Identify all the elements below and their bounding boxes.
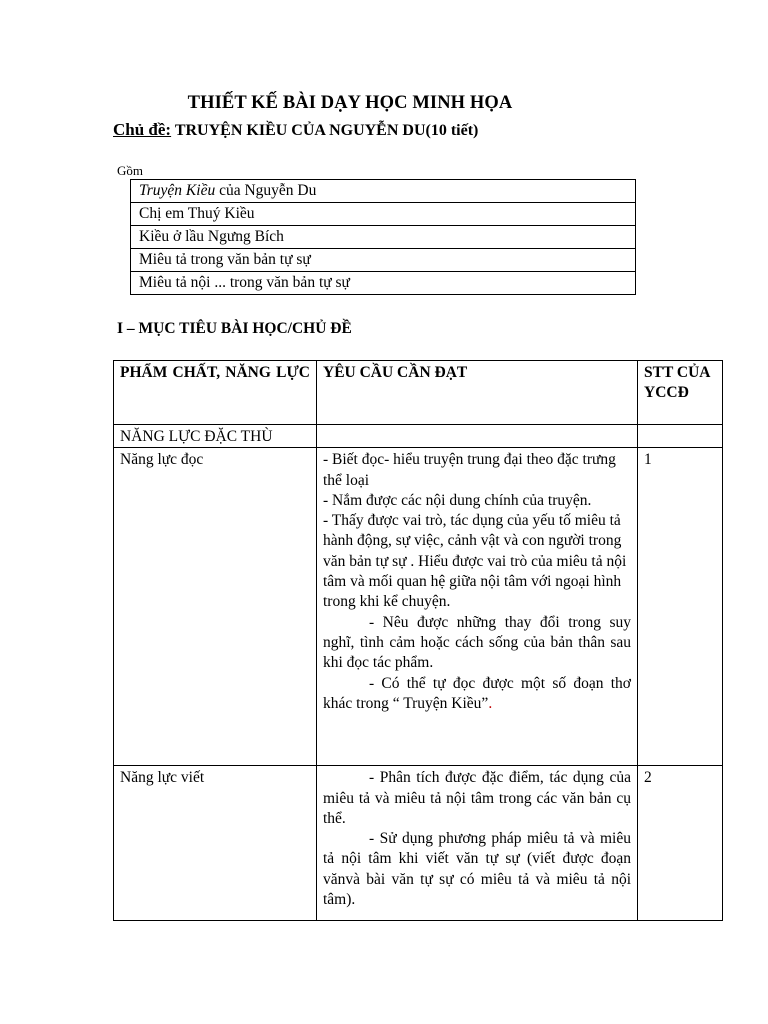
lesson-text: Chị em Thuý Kiều (139, 205, 255, 222)
page-title: THIẾT KẾ BÀI DẠY HỌC MINH HỌA (187, 93, 513, 113)
requirements-cell (317, 766, 638, 921)
competency-cell: Năng lực đọc (114, 448, 317, 766)
competency-cell: Năng lực viết (114, 766, 317, 921)
requirement-item: - Biết đọc- hiểu truyện trung đại theo đặc trưng thể loại (323, 451, 616, 489)
table-header-row (114, 361, 723, 425)
includes-label: Gồm (117, 163, 143, 178)
lesson-row (131, 226, 636, 249)
lesson-text: Kiều ở lầu Ngưng Bích (139, 228, 284, 245)
requirement-item: - Sử dụng phương pháp miêu tả và miêu tả nội tâm khi viết văn tự sự (viết được đoạn vănvà bài văn tự sự có miêu tả và miêu tả nội tâm). (323, 830, 631, 909)
group-empty-cell (638, 425, 723, 448)
lesson-cell (131, 180, 636, 203)
section-heading: I – MỤC TIÊU BÀI HỌC/CHỦ ĐỀ (117, 320, 352, 337)
table-row (114, 766, 723, 921)
header-number: STT CỦA YCCĐ (638, 361, 723, 425)
requirement-item: - Nắm được các nội dung chính của truyện. (323, 491, 592, 509)
lessons-table (130, 179, 636, 295)
subject-value: TRUYỆN KIỀU CỦA NGUYỄN DU(10 tiết) (174, 122, 479, 139)
number-cell: 1 (638, 448, 723, 766)
lesson-row (131, 249, 636, 272)
table-row (114, 448, 723, 766)
requirements-cell (317, 448, 638, 766)
header-requirements: YÊU CẦU CẦN ĐẠT (317, 361, 638, 425)
number-cell: 2 (638, 766, 723, 921)
group-label: NĂNG LỰC ĐẶC THÙ (114, 425, 317, 448)
requirement-item: - Phân tích được đặc điểm, tác dụng của miêu tả và miêu tả nội tâm trong các văn bản cụ thể. (323, 769, 631, 827)
subject-label: Chủ đề: (113, 120, 172, 139)
lesson-text: Miêu tả trong văn bản tự sự (139, 251, 311, 268)
subject-line (113, 120, 478, 140)
lesson-text: Miêu tả nội ... trong văn bản tự sự (139, 274, 350, 291)
requirement-period: . (488, 694, 493, 712)
group-row (114, 425, 723, 448)
lesson-cell (131, 249, 636, 272)
lesson-cell (131, 203, 636, 226)
requirement-item (323, 674, 631, 715)
lesson-row (131, 272, 636, 295)
lesson-italic: Truyện Kiều (139, 182, 216, 199)
lesson-cell (131, 272, 636, 295)
group-empty-cell (317, 425, 638, 448)
requirement-item: - Nêu được những thay đổi trong suy nghĩ, tình cảm hoặc cách sống của bản thân sau khi đọc tác phẩm. (323, 613, 631, 672)
lesson-cell (131, 226, 636, 249)
lesson-row (131, 180, 636, 203)
header-competency: PHẨM CHẤT, NĂNG LỰC (114, 361, 317, 425)
requirement-item: - Thấy được vai trò, tác dụng của yếu tố miêu tả hành động, sự việc, cảnh vật và con người trong văn bản tự sự . Hiểu được vai trò của miêu tả nội tâm và mối quan hệ giữa nội tâm với ngoại hình trong khi kể chuyện. (323, 512, 627, 611)
requirement-text: - Có thể tự đọc được một số đoạn thơ khác trong “ Truyện Kiều” (323, 674, 631, 712)
lesson-row (131, 203, 636, 226)
lesson-text: của Nguyễn Du (215, 182, 317, 199)
objectives-table (113, 360, 723, 921)
